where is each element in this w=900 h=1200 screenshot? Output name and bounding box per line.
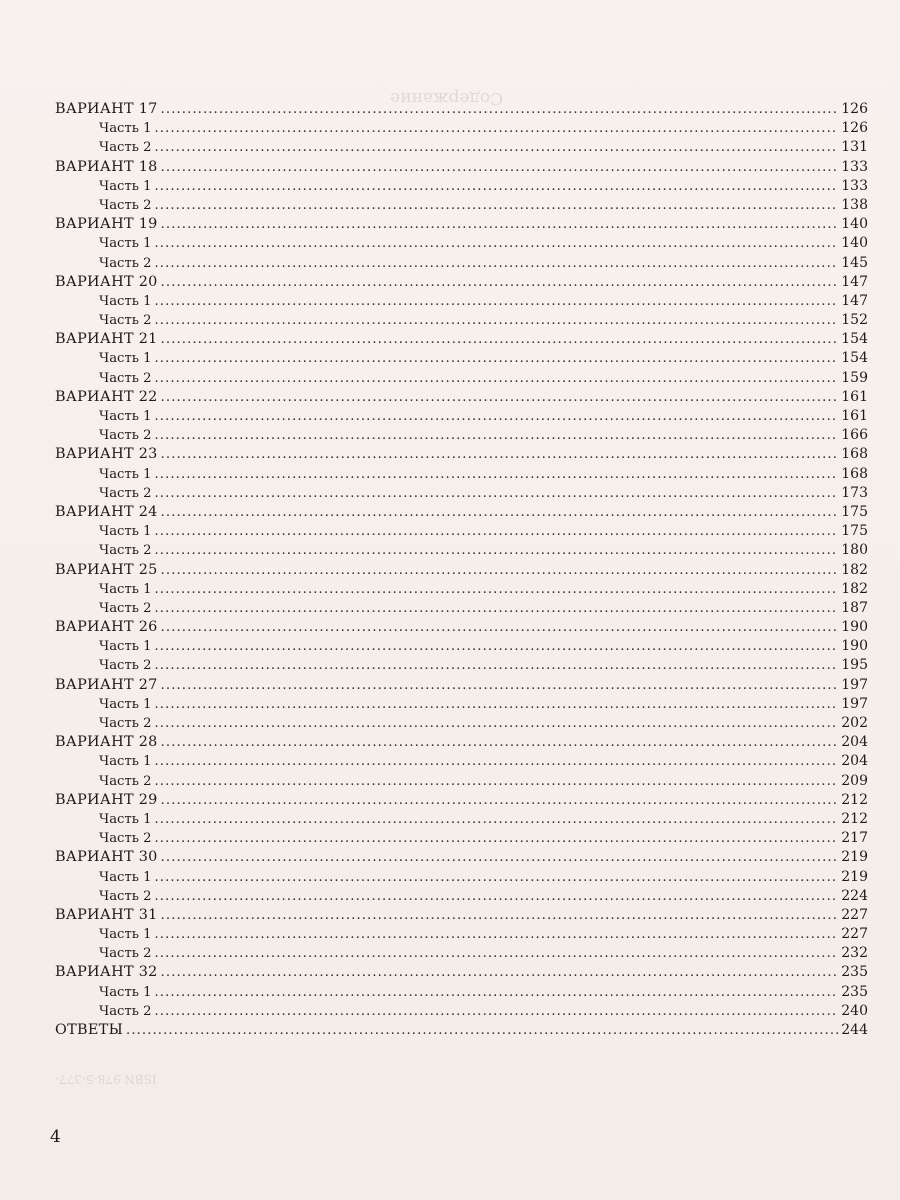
toc-entry-label: Часть 2 — [99, 658, 152, 674]
toc-entry-part — [55, 695, 868, 714]
toc-entry-part — [55, 138, 868, 157]
toc-entry-part — [55, 599, 868, 618]
toc-entry-label: ВАРИАНТ 18 — [55, 158, 158, 175]
toc-entry-part — [55, 254, 868, 273]
toc-entry-variant — [55, 848, 868, 867]
dot-leader — [155, 637, 839, 656]
toc-entry-variant — [55, 676, 868, 695]
toc-entry-page: 175 — [841, 503, 868, 520]
dot-leader — [155, 868, 839, 887]
dot-leader — [155, 177, 839, 196]
toc-entry-part — [55, 580, 868, 599]
toc-entry-part — [55, 810, 868, 829]
toc-entry-page: 147 — [841, 273, 868, 290]
toc-entry-page: 190 — [841, 638, 868, 655]
toc-entry-label: Часть 1 — [99, 984, 152, 1000]
toc-entry-label: Часть 1 — [99, 639, 152, 655]
toc-entry-page: 126 — [841, 120, 868, 137]
toc-entry-label: Часть 2 — [99, 370, 152, 386]
toc-entry-label: ВАРИАНТ 28 — [55, 734, 158, 751]
toc-entry-variant — [55, 561, 868, 580]
toc-entry-part — [55, 714, 868, 733]
toc-entry-page: 212 — [841, 791, 868, 808]
toc-entry-page: 166 — [841, 427, 868, 444]
dot-leader — [155, 254, 839, 273]
toc-entry-page: 147 — [841, 292, 868, 309]
dot-leader — [155, 656, 839, 675]
toc-entry-label: ВАРИАНТ 30 — [55, 849, 158, 866]
toc-entry-page: 209 — [841, 772, 868, 789]
toc-entry-page: 152 — [841, 312, 868, 329]
toc-entry-part — [55, 234, 868, 253]
dot-leader — [155, 426, 839, 445]
dot-leader — [126, 1021, 838, 1040]
toc-entry-label: ВАРИАНТ 32 — [55, 964, 158, 981]
toc-entry-page: 240 — [841, 1002, 868, 1019]
dot-leader — [161, 618, 839, 637]
toc-entry-label: Часть 1 — [99, 178, 152, 194]
toc-entry-variant — [55, 100, 868, 119]
toc-entry-page: 197 — [841, 676, 868, 693]
toc-entry-label: Часть 1 — [99, 409, 152, 424]
dot-leader — [155, 138, 839, 157]
toc-entry-variant — [55, 445, 868, 464]
toc-entry-page: 173 — [841, 484, 868, 501]
toc-entry-page: 140 — [841, 216, 868, 233]
toc-entry-page: 182 — [841, 561, 868, 578]
toc-entry-label: Часть 2 — [99, 428, 152, 444]
toc-entry-page: 227 — [841, 906, 868, 923]
dot-leader — [155, 119, 839, 138]
toc-entry-page: 227 — [841, 926, 868, 943]
toc-entry-page: 195 — [841, 657, 868, 674]
toc-entry-page: 131 — [841, 139, 868, 156]
toc-entry-label: ВАРИАНТ 26 — [55, 619, 158, 636]
table-of-contents — [55, 100, 868, 1040]
toc-entry-page: 161 — [841, 388, 868, 405]
dot-leader — [155, 810, 839, 829]
toc-entry-label: Часть 2 — [99, 600, 152, 616]
toc-entry-label: Часть 1 — [99, 351, 152, 367]
toc-entry-label: Часть 1 — [99, 581, 152, 597]
toc-entry-page: 133 — [841, 158, 868, 175]
toc-entry-label: ВАРИАНТ 17 — [55, 101, 158, 117]
toc-entry-label: Часть 2 — [99, 773, 152, 789]
toc-entry-page: 145 — [841, 254, 868, 271]
dot-leader — [155, 1002, 839, 1021]
toc-entry-label: Часть 1 — [99, 293, 152, 309]
toc-entry-page: 235 — [841, 983, 868, 1000]
toc-entry-variant — [55, 215, 868, 234]
toc-entry-variant — [55, 273, 868, 292]
dot-leader — [155, 752, 839, 771]
dot-leader — [161, 445, 839, 464]
toc-entry-label: ВАРИАНТ 21 — [55, 331, 158, 348]
dot-leader — [155, 465, 839, 484]
dot-leader — [155, 714, 839, 733]
toc-entry-label: ВАРИАНТ 27 — [55, 676, 158, 693]
toc-entry-label: ВАРИАНТ 22 — [55, 388, 158, 405]
dot-leader — [155, 349, 839, 368]
toc-entry-variant — [55, 503, 868, 522]
dot-leader — [161, 215, 839, 234]
toc-entry-label: ВАРИАНТ 24 — [55, 503, 158, 520]
toc-entry-label: ВАРИАНТ 31 — [55, 906, 158, 923]
toc-entry-label: ВАРИАНТ 19 — [55, 216, 158, 233]
toc-entry-label: ВАРИАНТ 25 — [55, 561, 158, 578]
toc-entry-variant — [55, 963, 868, 982]
toc-entry-page: 138 — [841, 196, 868, 213]
toc-entry-page: 204 — [841, 753, 868, 770]
toc-entry-page: 244 — [841, 1022, 868, 1038]
toc-entry-variant — [55, 733, 868, 752]
dot-leader — [155, 541, 839, 560]
toc-entry-page: 161 — [841, 408, 868, 424]
toc-entry-page: 182 — [841, 580, 868, 597]
toc-entry-page: 180 — [841, 542, 868, 559]
toc-entry-label: ВАРИАНТ 29 — [55, 791, 158, 808]
dot-leader — [155, 484, 839, 503]
dot-leader — [155, 772, 839, 791]
toc-entry-label: ВАРИАНТ 20 — [55, 273, 158, 290]
toc-entry-part — [55, 868, 868, 887]
toc-entry-page: 204 — [841, 734, 868, 751]
toc-entry-variant — [55, 1021, 868, 1040]
toc-entry-page: 126 — [841, 101, 868, 117]
toc-entry-part — [55, 1002, 868, 1021]
dot-leader — [155, 292, 839, 311]
toc-entry-page: 224 — [841, 887, 868, 904]
toc-entry-part — [55, 637, 868, 656]
show-through-isbn: ISBN 978-5-377- — [55, 1072, 157, 1086]
dot-leader — [155, 925, 839, 944]
toc-entry-page: 219 — [841, 868, 868, 885]
toc-entry-page: 175 — [841, 523, 868, 540]
toc-entry-part — [55, 656, 868, 675]
toc-entry-page: 219 — [841, 849, 868, 866]
toc-entry-page: 197 — [841, 695, 868, 712]
toc-entry-page: 168 — [841, 446, 868, 463]
dot-leader — [161, 848, 839, 867]
dot-leader — [155, 522, 839, 541]
dot-leader — [155, 407, 839, 426]
toc-entry-label: Часть 1 — [99, 466, 152, 482]
toc-entry-page: 154 — [841, 350, 868, 367]
toc-entry-part — [55, 522, 868, 541]
toc-entry-label: Часть 1 — [99, 869, 152, 885]
toc-entry-label: Часть 2 — [99, 255, 152, 271]
toc-entry-label: Часть 2 — [99, 831, 152, 847]
dot-leader — [161, 906, 839, 925]
show-through-heading: Содержание — [390, 88, 504, 108]
dot-leader — [155, 311, 839, 330]
toc-entry-variant — [55, 618, 868, 637]
toc-entry-part — [55, 752, 868, 771]
toc-entry-part — [55, 541, 868, 560]
toc-entry-page: 159 — [841, 369, 868, 386]
toc-entry-variant — [55, 906, 868, 925]
dot-leader — [161, 273, 839, 292]
toc-entry-part — [55, 177, 868, 196]
toc-entry-page: 154 — [841, 331, 868, 348]
dot-leader — [161, 733, 839, 752]
dot-leader — [161, 561, 839, 580]
dot-leader — [155, 944, 839, 963]
toc-entry-part — [55, 925, 868, 944]
toc-entry-label: Часть 1 — [99, 927, 152, 943]
toc-entry-part — [55, 944, 868, 963]
toc-entry-part — [55, 119, 868, 138]
toc-entry-label: ВАРИАНТ 23 — [55, 446, 158, 463]
dot-leader — [161, 158, 839, 177]
toc-entry-page: 217 — [841, 830, 868, 847]
toc-entry-page: 140 — [841, 235, 868, 252]
toc-entry-part — [55, 772, 868, 791]
dot-leader — [155, 369, 839, 388]
toc-entry-label: Часть 2 — [99, 716, 152, 731]
dot-leader — [161, 963, 839, 982]
toc-entry-label: Часть 2 — [99, 1003, 152, 1019]
dot-leader — [155, 983, 839, 1002]
toc-entry-page: 190 — [841, 619, 868, 636]
toc-entry-label: Часть 1 — [99, 236, 152, 252]
toc-entry-part — [55, 465, 868, 484]
dot-leader — [155, 829, 839, 848]
toc-entry-label: Часть 2 — [99, 313, 152, 329]
toc-entry-label: Часть 1 — [99, 524, 152, 540]
toc-entry-page: 202 — [841, 715, 868, 731]
toc-entry-page: 187 — [841, 599, 868, 616]
dot-leader — [161, 503, 839, 522]
dot-leader — [155, 887, 839, 906]
toc-entry-variant — [55, 330, 868, 349]
toc-entry-page: 212 — [841, 810, 868, 827]
toc-entry-variant — [55, 158, 868, 177]
dot-leader — [155, 234, 839, 253]
page-number: 4 — [50, 1127, 61, 1147]
toc-entry-part — [55, 196, 868, 215]
toc-entry-label: Часть 2 — [99, 543, 152, 559]
toc-entry-page: 235 — [841, 964, 868, 981]
toc-entry-label: Часть 2 — [99, 140, 152, 156]
toc-entry-page: 133 — [841, 177, 868, 194]
toc-entry-part — [55, 426, 868, 445]
toc-entry-part — [55, 829, 868, 848]
toc-entry-part — [55, 349, 868, 368]
dot-leader — [155, 695, 839, 714]
toc-entry-label: Часть 2 — [99, 485, 152, 501]
toc-entry-part — [55, 311, 868, 330]
dot-leader — [161, 791, 839, 810]
dot-leader — [155, 580, 839, 599]
dot-leader — [161, 388, 839, 407]
dot-leader — [161, 330, 839, 349]
toc-entry-label: Часть 1 — [99, 754, 152, 770]
toc-entry-part — [55, 484, 868, 503]
toc-entry-part — [55, 369, 868, 388]
toc-entry-part — [55, 983, 868, 1002]
dot-leader — [155, 599, 839, 618]
toc-entry-label: Часть 1 — [99, 696, 152, 712]
dot-leader — [161, 100, 839, 119]
toc-entry-variant — [55, 388, 868, 407]
toc-entry-label: ОТВЕТЫ — [55, 1022, 124, 1038]
toc-entry-label: Часть 1 — [99, 121, 152, 137]
toc-entry-part — [55, 407, 868, 426]
dot-leader — [155, 196, 839, 215]
toc-entry-page: 168 — [841, 465, 868, 482]
toc-entry-label: Часть 2 — [99, 197, 152, 213]
toc-entry-label: Часть 2 — [99, 946, 152, 962]
toc-entry-label: Часть 2 — [99, 888, 152, 904]
toc-entry-part — [55, 887, 868, 906]
toc-entry-variant — [55, 791, 868, 810]
toc-entry-part — [55, 292, 868, 311]
dot-leader — [161, 676, 839, 695]
toc-entry-page: 232 — [841, 945, 868, 962]
toc-entry-label: Часть 1 — [99, 811, 152, 827]
